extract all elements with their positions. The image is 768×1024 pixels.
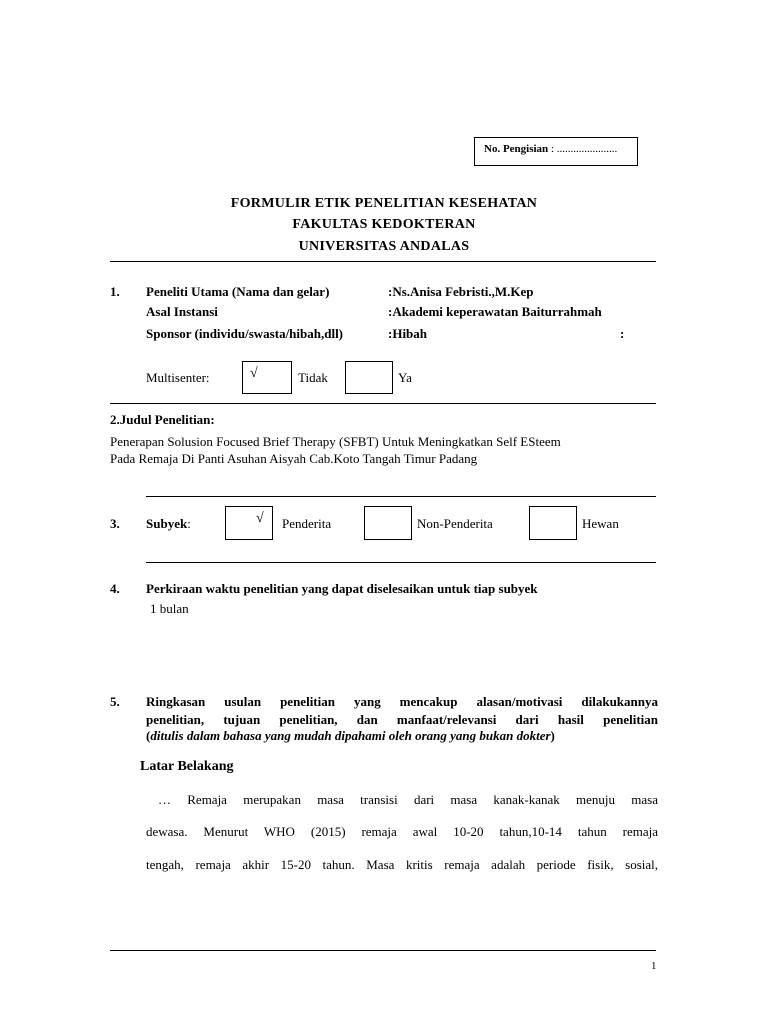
section5-line-2: penelitian, tujuan penelitian, dan manfaat/relevansi dari hasil penelitian (146, 712, 658, 727)
judul-text-line-2: Pada Remaja Di Panti Asuhan Aisyah Cab.Koto Tangah Timur Padang (110, 451, 478, 466)
section5-line-1: Ringkasan usulan penelitian yang mencakup alasan/motivasi dilakukannya (146, 694, 658, 709)
section4-title: Perkiraan waktu penelitian yang dapat diselesaikan untuk tiap subyek (146, 581, 538, 596)
divider-section2 (146, 496, 656, 497)
divider-header (110, 261, 656, 262)
paren-close: ) (550, 728, 555, 743)
option-penderita: Penderita (282, 516, 332, 531)
subyek-label-text: Subyek (146, 516, 188, 531)
divider-section3 (146, 562, 656, 563)
subyek-non-penderita-checkbox[interactable] (364, 506, 412, 540)
check-mark: √ (256, 511, 264, 526)
no-pengisian-box (474, 137, 638, 166)
judul-title: 2.Judul Penelitian: (110, 412, 215, 427)
divider-section1 (110, 403, 656, 404)
section5-note: ditulis dalam bahasa yang mudah dipahami oleh orang yang bukan dokter (150, 728, 551, 743)
section5-line-3 (146, 728, 555, 744)
no-pengisian-value: : ...................... (550, 143, 618, 155)
no-pengisian-label: No. Pengisian (484, 143, 549, 155)
page-number: 1 (651, 960, 657, 972)
check-mark: √ (250, 366, 258, 381)
multisenter-label: Multisenter: (146, 370, 210, 385)
instansi-value: :Akademi keperawatan Baiturrahmah (388, 304, 602, 319)
header-line-3: UNIVERSITAS ANDALAS (298, 239, 470, 254)
subyek-label (146, 516, 191, 532)
paragraph-line-1: … Remaja merupakan masa transisi dari masa kanak-kanak menuju masa (158, 792, 658, 807)
option-ya: Ya (398, 370, 412, 385)
subyek-penderita-checkbox[interactable] (225, 506, 273, 540)
peneliti-value: :Ns.Anisa Febristi.,M.Kep (388, 284, 534, 299)
peneliti-label: Peneliti Utama (Nama dan gelar) (146, 284, 330, 299)
footer-divider (110, 950, 656, 951)
judul-text-line-1: Penerapan Solusion Focused Brief Therapy (SFBT) Untuk Meningkatkan Self ESteem (110, 434, 561, 449)
header-line-1: FORMULIR ETIK PENELITIAN KESEHATAN (230, 196, 538, 211)
sponsor-trailing-colon: : (620, 326, 625, 341)
section3-number: 3. (110, 516, 120, 531)
section4-number: 4. (110, 581, 120, 596)
section5-number: 5. (110, 694, 120, 709)
option-hewan: Hewan (582, 516, 619, 531)
section4-value: 1 bulan (150, 601, 189, 616)
header-line-2: FAKULTAS KEDOKTERAN (292, 217, 476, 232)
latar-belakang-heading: Latar Belakang (140, 759, 234, 774)
paragraph-line-2: dewasa. Menurut WHO (2015) remaja awal 10-20 tahun,10-14 tahun remaja (146, 824, 658, 839)
multisenter-tidak-checkbox[interactable] (242, 361, 292, 394)
sponsor-label: Sponsor (individu/swasta/hibah,dll) (146, 326, 344, 341)
option-tidak: Tidak (298, 370, 328, 385)
multisenter-ya-checkbox[interactable] (345, 361, 393, 394)
subyek-hewan-checkbox[interactable] (529, 506, 577, 540)
paren-open: ( (146, 728, 151, 743)
paragraph-line-3: tengah, remaja akhir 15-20 tahun. Masa kritis remaja adalah periode fisik, sosial, (146, 857, 658, 872)
no-pengisian (484, 143, 617, 155)
subyek-colon: : (187, 516, 191, 531)
sponsor-value: :Hibah (388, 326, 428, 341)
option-non-penderita: Non-Penderita (417, 516, 493, 531)
instansi-label: Asal Instansi (146, 304, 218, 319)
section1-number: 1. (110, 284, 120, 299)
